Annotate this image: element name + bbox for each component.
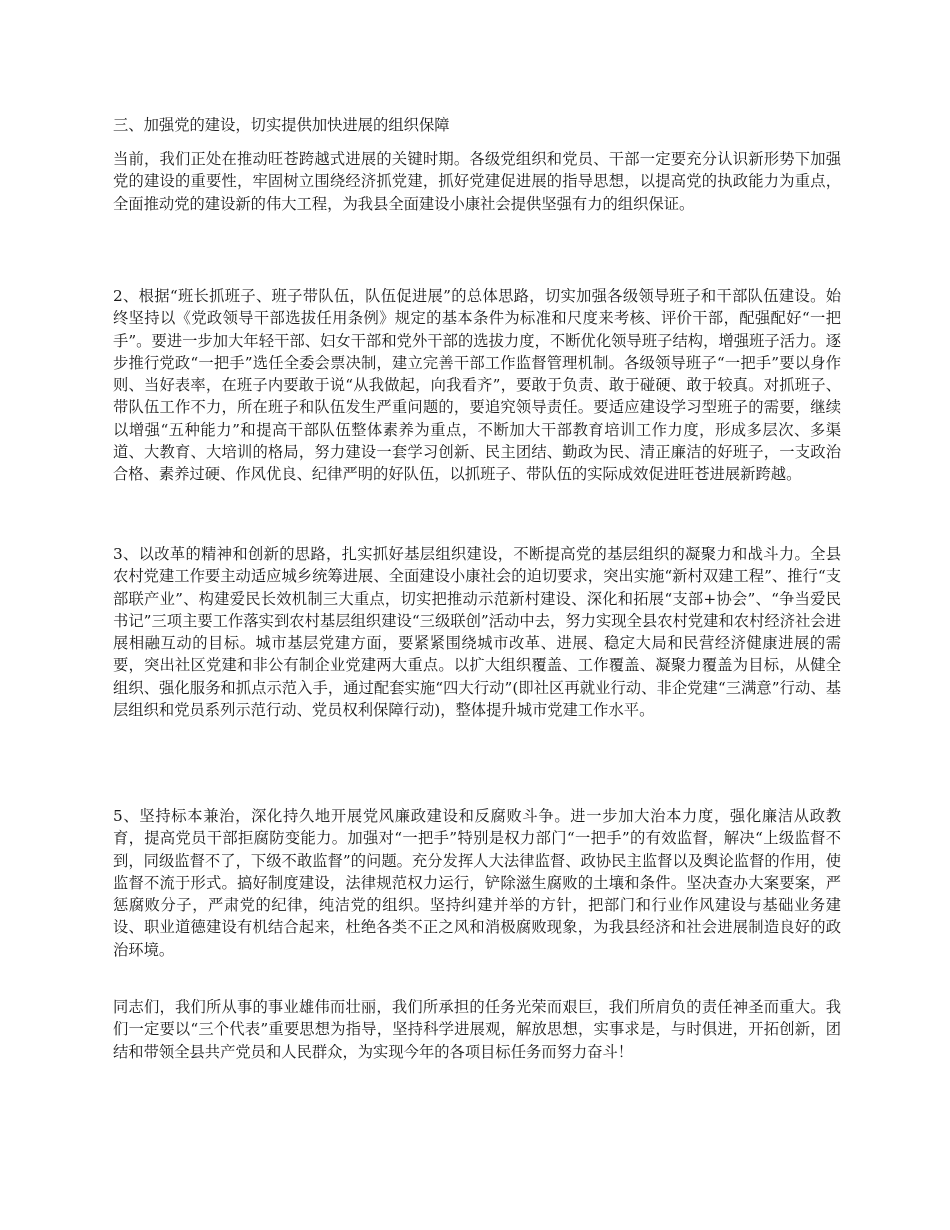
item-2-paragraph: 2、根据“班长抓班子、班子带队伍，队伍促进展”的总体思路，切实加强各级领导班子和干部队伍建设。始终坚持以《党政领导干部选拔任用条例》规定的基本条件为标准和尺度来考核、评价干部，配强配好“一把手”。要进一步加大年轻干部、妇女干部和党外干部的选拔力度，不断优化领导班子结构，增强班子活力。逐步推行党政“一把手”选任全委会票决制，建立完善干部工作监督管理机制。各级领导班子“一把手”要以身作则、当好表率，在班子内要敢于说“从我做起，向我看齐”，要敢于负责、敢于碰硬、敢于较真。对抓班子、带队伍工作不力，所在班子和队伍发生严重问题的，要追究领导责任。要适应建设学习型班子的需要，继续以增强“五种能力”和提高干部队伍整体素养为重点，不断加大干部教育培训工作力度，形成多层次、多渠道、大教育、大培训的格局，努力建设一套学习创新、民主团结、勤政为民、清正廉洁的好班子，一支政治合格、素养过硬、作风优良、纪律严明的好队伍，以抓班子、带队伍的实际成效促进旺苍进展新跨越。 (113, 287, 841, 484)
intro-paragraph: 当前，我们正处在推动旺苍跨越式进展的关键时期。各级党组织和党员、干部一定要充分认识新形势下加强党的建设的重要性，牢固树立围绕经济抓党建，抓好党建促进展的指导思想，以提高党的执政能力为重点，全面推动党的建设新的伟大工程，为我县全面建设小康社会提供坚强有力的组织保证。 (113, 150, 841, 213)
closing-paragraph: 同志们，我们所从事的事业雄伟而壮丽，我们所承担的任务光荣而艰巨，我们所肩负的责任神圣而重大。我们一定要以“三个代表”重要思想为指导，坚持科学进展观，解放思想，实事求是，与时俱进，开拓创新，团结和带领全县共产党员和人民群众，为实现今年的各项目标任务而努力奋斗！ (113, 998, 841, 1061)
item-5-paragraph: 5、坚持标本兼治，深化持久地开展党风廉政建设和反腐败斗争。进一步加大治本力度，强化廉洁从政教育，提高党员干部拒腐防变能力。加强对“一把手”特别是权力部门“一把手”的有效监督，解决“上级监督不到，同级监督不了，下级不敢监督”的问题。充分发挥人大法律监督、政协民主监督以及舆论监督的作用，使监督不流于形式。搞好制度建设，法律规范权力运行，铲除滋生腐败的土壤和条件。坚决查办大案要案，严惩腐败分子，严肃党的纪律，纯洁党的组织。坚持纠建并举的方针，把部门和行业作风建设与基础业务建设、职业道德建设有机结合起来，杜绝各类不正之风和消极腐败现象，为我县经济和社会进展制造良好的政治环境。 (113, 807, 841, 959)
item-3-paragraph: 3、以改革的精神和创新的思路，扎实抓好基层组织建设，不断提高党的基层组织的凝聚力和战斗力。全县农村党建工作要主动适应城乡统筹进展、全面建设小康社会的迫切要求，突出实施“新村双建工程”、推行“支部联产业”、构建爱民长效机制三大重点，切实把推动示范新村建设、深化和拓展“支部+协会”、“争当爱民书记”三项主要工作落实到农村基层组织建设“三级联创”活动中去，努力实现全县农村党建和农村经济社会进展相融互动的目标。城市基层党建方面，要紧紧围绕城市改革、进展、稳定大局和民营经济健康进展的需要，突出社区党建和非公有制企业党建两大重点。以扩大组织覆盖、工作覆盖、凝聚力覆盖为目标，从健全组织、强化服务和抓点示范入手，通过配套实施“四大行动”(即社区再就业行动、非企党建“三满意”行动、基层组织和党员系列示范行动、党员权利保障行动)，整体提升城市党建工作水平。 (113, 545, 841, 720)
section-heading: 三、加强党的建设，切实提供加快进展的组织保障 (113, 116, 450, 134)
